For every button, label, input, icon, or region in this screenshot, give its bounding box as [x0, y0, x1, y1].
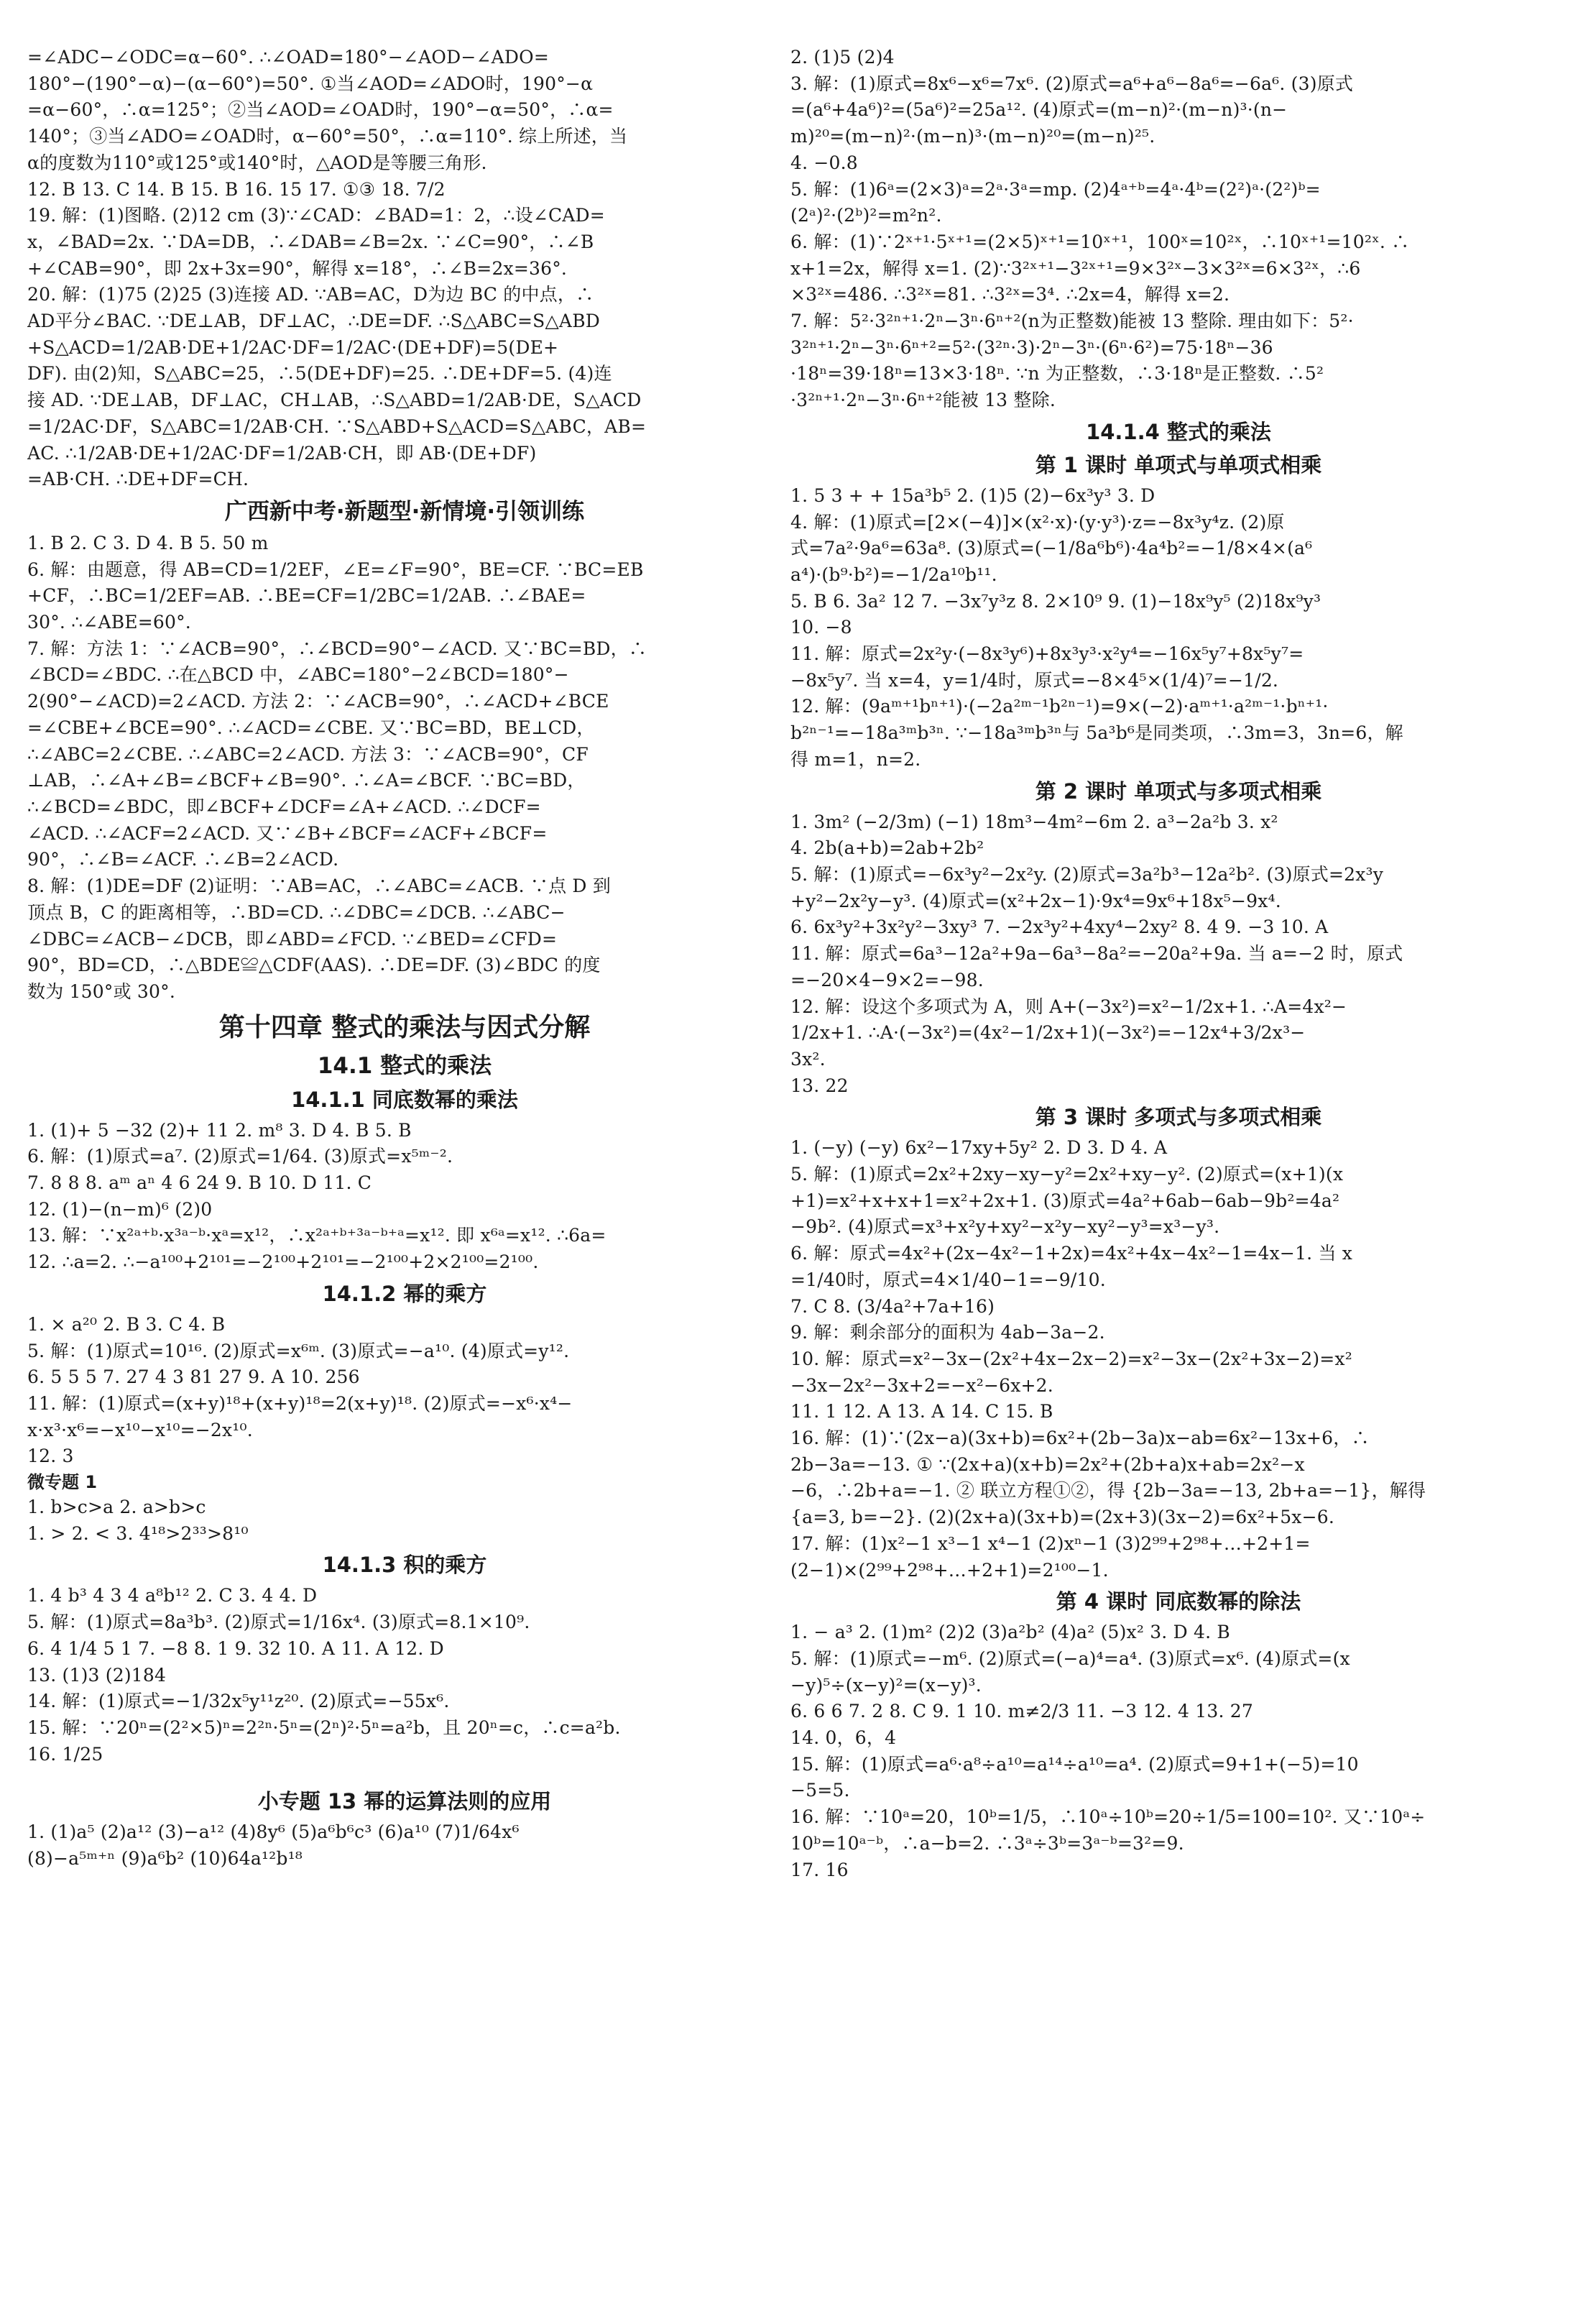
answer-line: 11. 解：(1)原式=(x+y)¹⁸+(x+y)¹⁸=2(x+y)¹⁸. (2)原式=−x⁶·x⁴−	[27, 1392, 573, 1414]
answer-line: 12. B 13. C 14. B 15. B 16. 15 17. ①③ 18. 7/2	[27, 178, 446, 200]
answer-line: ∴∠ABC=2∠CBE. ∴∠ABC=2∠ACD. 方法 3：∵∠ACB=90°，CF	[27, 743, 589, 765]
answer-line: 2b−3a=−13. ① ∵(2x+a)(x+b)=2x²+(2b+a)x+ab=2x²−x	[790, 1453, 1305, 1475]
answer-line: 14. 0，6，4	[790, 1727, 897, 1749]
answer-line: (2−1)×(2⁹⁹+2⁹⁸+…+2+1)=2¹⁰⁰−1.	[790, 1559, 1109, 1581]
subsection-title: 14.1.2 幂的乘方	[322, 1281, 487, 1306]
answer-line: 6. 4 1/4 5 1 7. −8 8. 1 9. 32 10. A 11. A 12. D	[27, 1637, 444, 1659]
answer-line: 20. 解：(1)75 (2)25 (3)连接 AD. ∵AB=AC，D为边 BC 的中点，∴	[27, 284, 594, 305]
answer-line: 90°，∴∠B=∠ACF. ∴∠B=2∠ACD.	[27, 849, 339, 870]
answer-block	[790, 1135, 1567, 1584]
answer-line: 90°，BD=CD，∴△BDE≌△CDF(AAS). ∴DE=DF. (3)∠BDC 的度	[27, 955, 601, 976]
answer-line: +S△ACD=1/2AB·DE+1/2AC·DF=1/2AC·(DE+DF)=5(DE+	[27, 336, 559, 358]
answer-line: 14. 解：(1)原式=−1/32x⁵y¹¹z²⁰. (2)原式=−55x⁶.	[27, 1691, 450, 1712]
answer-line: +∠CAB=90°，即 2x+3x=90°，解得 x=18°，∴∠B=2x=36°.	[27, 257, 568, 279]
answer-block	[27, 1494, 782, 1547]
answer-line: −9b². (4)原式=x³+x²y+xy²−x²y−xy²−y³=x³−y³.	[790, 1216, 1220, 1238]
lesson-title: 第 1 课时 单项式与单项式相乘	[1035, 452, 1322, 477]
right-column	[790, 45, 1567, 1883]
answer-line: 式=7a²·9a⁶=63a⁸. (3)原式=(−1/8a⁶b⁶)·4a⁴b²=−1/8×4×(a⁶	[790, 538, 1313, 559]
answer-line: 1. (−y) (−y) 6x²−17xy+5y² 2. D 3. D 4. A	[790, 1137, 1168, 1159]
answer-line: m)²⁰=(m−n)²·(m−n)³·(m−n)²⁰=(m−n)²⁵.	[790, 126, 1156, 147]
answer-line: 7. C 8. (3/4a²+7a+16)	[790, 1295, 995, 1317]
answer-line: +CF，∴BC=1/2EF=AB. ∴BE=CF=1/2BC=1/2AB. ∴∠BAE=	[27, 585, 586, 607]
answer-line: 6. 6 6 7. 2 8. C 9. 1 10. m≠2/3 11. −3 12. 4 13. 27	[790, 1701, 1254, 1722]
subsection-title: 14.1.3 积的乘方	[322, 1553, 487, 1578]
answer-line: 15. 解：∵20ⁿ=(2²×5)ⁿ=2²ⁿ·5ⁿ=(2ⁿ)²·5ⁿ=a²b，且 20ⁿ=c，∴c=a²b.	[27, 1716, 621, 1738]
answer-line: 180°−(190°−α)−(α−60°)=50°. ①当∠AOD=∠ADO时，190°−α	[27, 73, 594, 94]
answer-line: 6. 6x³y²+3x²y²−3xy³ 7. −2x³y²+4xy⁴−2xy² 8. 4 9. −3 10. A	[790, 916, 1329, 938]
answer-line: −6，∴2b+a=−1. ② 联立方程①②，得 {2b−3a=−13, 2b+a=−1}，解得	[790, 1480, 1426, 1502]
answer-line: (8)−a⁵ᵐ⁺ⁿ (9)a⁶b² (10)64a¹²b¹⁸	[27, 1848, 303, 1870]
answer-line: −3x−2x²−3x+2=−x²−6x+2.	[790, 1374, 1053, 1396]
lesson-title: 第 4 课时 同底数幂的除法	[1056, 1589, 1301, 1614]
answer-line: AD平分∠BAC. ∵DE⊥AB，DF⊥AC，∴DE=DF. ∴S△ABC=S△ABD	[27, 311, 601, 332]
answer-line: 17. 解：(1)x²−1 x³−1 x⁴−1 (2)xⁿ−1 (3)2⁹⁹+2⁹⁸+…+2+1=	[790, 1532, 1311, 1554]
small-topic-title: 小专题 13 幂的运算法则的应用	[257, 1789, 552, 1814]
answer-line: 1. × a²⁰ 2. B 3. C 4. B	[27, 1313, 226, 1335]
answer-line: 5. 解：(1)原式=−m⁶. (2)原式=(−a)⁴=a⁴. (3)原式=x⁶. (4)原式=(x	[790, 1647, 1350, 1669]
left-column	[27, 45, 782, 1872]
answer-line: 16. 1/25	[27, 1743, 103, 1765]
answer-line: 12. 解：设这个多项式为 A，则 A+(−3x²)=x²−1/2x+1. ∴A=4x²−	[790, 996, 1347, 1017]
answer-block	[27, 1118, 782, 1276]
answer-line: ∠BCD=∠BDC. ∴在△BCD 中，∠ABC=180°−2∠BCD=180°−	[27, 664, 569, 686]
lesson-title: 第 2 课时 单项式与多项式相乘	[1035, 778, 1322, 804]
answer-line: 1. − a³ 2. (1)m² (2)2 (3)a²b² (4)a² (5)x² 3. D 4. B	[790, 1622, 1230, 1643]
answer-line: {a=3, b=−2}. (2)(2x+a)(3x+b)=(2x+3)(3x−2)=6x²+5x−6.	[790, 1507, 1335, 1528]
answer-line: 11. 解：原式=2x²y·(−8x³y⁶)+8x³y³·x²y⁴=−16x⁵y⁷+8x⁵y⁷=	[790, 643, 1304, 665]
chapter-title: 第十四章 整式的乘法与因式分解	[218, 1012, 591, 1042]
answer-line: 140°；③当∠ADO=∠OAD时，α−60°=50°，∴α=110°. 综上所述，当	[27, 126, 628, 147]
answer-line: 8. 解：(1)DE=DF (2)证明：∵AB=AC，∴∠ABC=∠ACB. ∵点 D 到	[27, 875, 612, 897]
answer-line: 11. 1 12. A 13. A 14. C 15. B	[790, 1401, 1053, 1423]
answer-line: 接 AD. ∵DE⊥AB，DF⊥AC，CH⊥AB，∴S△ABD=1/2AB·DE，S△ACD	[27, 390, 642, 411]
answer-line: 15. 解：(1)原式=a⁶·a⁸÷a¹⁰=a¹⁴÷a¹⁰=a⁴. (2)原式=9+1+(−5)=10	[790, 1753, 1359, 1775]
answer-line: −5=5.	[790, 1780, 850, 1801]
answer-line: 1/2x+1. ∴A·(−3x²)=(4x²−1/2x+1)(−3x²)=−12x⁴+3/2x³−	[790, 1022, 1306, 1044]
answer-line: 1. 5 3 + + 15a³b⁵ 2. (1)5 (2)−6x³y³ 3. D	[790, 484, 1156, 506]
answer-line: 数为 150°或 30°.	[27, 980, 175, 1002]
answer-line: 12. ∴a=2. ∴−a¹⁰⁰+2¹⁰¹=−2¹⁰⁰+2¹⁰¹=−2¹⁰⁰+2×2¹⁰⁰=2¹⁰⁰.	[27, 1251, 539, 1273]
answer-line: 12. (1)−(n−m)⁶ (2)0	[27, 1198, 213, 1220]
answer-line: 2. (1)5 (2)4	[790, 47, 895, 68]
answer-line: =∠CBE+∠BCE=90°. ∴∠ACD=∠CBE. 又∵BC=BD，BE⊥CD，	[27, 717, 595, 738]
answer-line: =1/40时，原式=4×1/40−1=−9/10.	[790, 1269, 1106, 1290]
answer-line: b²ⁿ⁻¹=−18a³ᵐb³ⁿ. ∵−18a³ᵐb³ⁿ与 5a³b⁶是同类项，∴3m=3，3n=6，解	[790, 722, 1403, 744]
answer-line: 17. 16	[790, 1859, 849, 1880]
section-heading: 广西新中考·新题型·新情境·引领训练	[224, 498, 585, 525]
answer-line: 6. 5 5 5 7. 27 4 3 81 27 9. A 10. 256	[27, 1366, 360, 1388]
answer-line: 7. 8 8 8. aᵐ aⁿ 4 6 24 9. B 10. D 11. C	[27, 1172, 372, 1194]
answer-line: x+1=2x，解得 x=1. (2)∵3²ˣ⁺¹−3²ˣ⁺¹=9×3²ˣ−3×3²ˣ=6×3²ˣ，∴6	[790, 257, 1361, 279]
answer-block	[27, 45, 782, 493]
answer-line: ·3²ⁿ⁺¹·2ⁿ−3ⁿ·6ⁿ⁺²能被 13 整除.	[790, 390, 1056, 411]
answer-line: 4. 解：(1)原式=[2×(−4)]×(x²·x)·(y·y³)·z=−8x³y⁴z. (2)原	[790, 511, 1285, 533]
answer-line: 5. 解：(1)原式=2x²+2xy−xy−y²=2x²+xy−y². (2)原式=(x+1)(x	[790, 1164, 1344, 1185]
answer-line: 6. 解：(1)原式=a⁷. (2)原式=1/64. (3)原式=x⁵ᵐ⁻².	[27, 1146, 453, 1167]
answer-line: 5. 解：(1)6ᵃ=(2×3)ᵃ=2ᵃ·3ᵃ=mp. (2)4ᵃ⁺ᵇ=4ᵃ·4ᵇ=(2²)ᵃ·(2²)ᵇ=	[790, 178, 1321, 200]
answer-line: =(a⁶+4a⁶)²=(5a⁶)²=25a¹². (4)原式=(m−n)²·(m−n)³·(n−	[790, 99, 1288, 121]
answer-line: 13. (1)3 (2)184	[27, 1664, 167, 1686]
answer-line: 1. 4 b³ 4 3 4 a⁸b¹² 2. C 3. 4 4. D	[27, 1585, 318, 1607]
answer-line: 7. 解：5²·3²ⁿ⁺¹·2ⁿ−3ⁿ·6ⁿ⁺²(n为正整数)能被 13 整除. 理由如下：5²·	[790, 311, 1354, 332]
answer-line: =−20×4−9×2=−98.	[790, 969, 984, 991]
answer-line: =α−60°，∴α=125°；②当∠AOD=∠OAD时，190°−α=50°，∴α=	[27, 99, 614, 121]
answer-line: x，∠BAD=2x. ∵DA=DB，∴∠DAB=∠B=2x. ∵∠C=90°，∴∠B	[27, 231, 594, 252]
answer-line: 4. −0.8	[790, 152, 858, 173]
answer-line: ×3²ˣ=486. ∴3²ˣ=81. ∴3²ˣ=3⁴. ∴2x=4，解得 x=2.	[790, 284, 1230, 305]
answer-line: 5. B 6. 3a² 12 7. −3x⁷y³z 8. 2×10⁹ 9. (1)−18x⁹y⁵ (2)18x⁹y³	[790, 590, 1321, 612]
answer-block	[790, 45, 1567, 414]
answer-line: 5. 解：(1)原式=10¹⁶. (2)原式=x⁶ᵐ. (3)原式=−a¹⁰. (4)原式=y¹².	[27, 1340, 570, 1361]
answer-line: 1. b>c>a 2. a>b>c	[27, 1497, 206, 1518]
answer-line: +1)=x²+x+x+1=x²+2x+1. (3)原式=4a²+6ab−6ab−9b²=4a²	[790, 1190, 1340, 1211]
answer-line: 3x².	[790, 1048, 826, 1070]
answer-line: 5. 解：(1)原式=8a³b³. (2)原式=1/16x⁴. (3)原式=8.1×10⁹.	[27, 1612, 530, 1633]
answer-line: 6. 解：(1)∵2ˣ⁺¹·5ˣ⁺¹=(2×5)ˣ⁺¹=10ˣ⁺¹，100ˣ=10²ˣ，∴10ˣ⁺¹=10²ˣ. ∴	[790, 231, 1410, 252]
answer-line: a⁴)·(b⁹·b²)=−1/2a¹⁰b¹¹.	[790, 564, 997, 585]
subsection-title: 14.1.4 整式的乘法	[1086, 419, 1271, 444]
answer-line: 13. 22	[790, 1075, 849, 1096]
answer-block	[790, 483, 1567, 773]
answer-line: 13. 解：∵x²ᵃ⁺ᵇ·x³ᵃ⁻ᵇ·xᵃ=x¹²，∴x²ᵃ⁺ᵇ⁺³ᵃ⁻ᵇ⁺ᵃ=x¹². 即 x⁶ᵃ=x¹². ∴6a=	[27, 1225, 606, 1246]
lesson-title: 第 3 课时 多项式与多项式相乘	[1035, 1105, 1322, 1130]
answer-block	[27, 1312, 782, 1470]
answer-line: x·x³·x⁶=−x¹⁰−x¹⁰=−2x¹⁰.	[27, 1419, 253, 1440]
answer-line: 4. 2b(a+b)=2ab+2b²	[790, 837, 984, 859]
answer-block	[27, 1819, 782, 1872]
answer-block	[790, 1619, 1567, 1883]
answer-line: 9. 解：剩余部分的面积为 4ab−3a−2.	[790, 1322, 1105, 1343]
answer-line: +y²−2x²y−y³. (4)原式=(x²+2x−1)·9x⁴=9x⁶+18x⁵−9x⁴.	[790, 890, 1281, 911]
answer-line: −y)⁵÷(x−y)²=(x−y)³.	[790, 1674, 982, 1696]
answer-line: 12. 3	[27, 1446, 74, 1467]
answer-line: 5. 解：(1)原式=−6x³y²−2x²y. (2)原式=3a²b³−12a²b². (3)原式=2x³y	[790, 863, 1384, 885]
answer-line: 10. −8	[790, 617, 852, 638]
answer-line: 3. 解：(1)原式=8x⁶−x⁶=7x⁶. (2)原式=a⁶+a⁶−8a⁶=−6a⁶. (3)原式	[790, 73, 1354, 94]
answer-line: 顶点 B，C 的距离相等，∴BD=CD. ∴∠DBC=∠DCB. ∴∠ABC−	[27, 901, 566, 923]
answer-block	[790, 809, 1567, 1100]
answer-line: 1. (1)+ 5 −32 (2)+ 11 2. m⁸ 3. D 4. B 5. B	[27, 1119, 412, 1141]
answer-line: 1. > 2. < 3. 4¹⁸>2³³>8¹⁰	[27, 1522, 249, 1544]
answer-line: =∠ADC−∠ODC=α−60°. ∴∠OAD=180°−∠AOD−∠ADO=	[27, 47, 550, 68]
answer-block	[27, 1583, 782, 1768]
answer-line: ∠DBC=∠ACB−∠DCB，即∠ABD=∠FCD. ∵∠BED=∠CFD=	[27, 928, 558, 950]
answer-line: 16. 解：(1)∵(2x−a)(3x+b)=6x²+(2b−3a)x−ab=6x²−13x+6，∴	[790, 1428, 1370, 1449]
answer-line: ∠ACD. ∴∠ACF=2∠ACD. 又∵∠B+∠BCF=∠ACF+∠BCF=	[27, 822, 548, 844]
answer-line: 1. 3m² (−2/3m) (−1) 18m³−4m²−6m 2. a³−2a²b 3. x²	[790, 811, 1278, 832]
answer-line: =AB·CH. ∴DE+DF=CH.	[27, 469, 249, 490]
answer-line: =1/2AC·DF，S△ABC=1/2AB·CH. ∵S△ABD+S△ACD=S△ABC，AB=	[27, 415, 647, 437]
micro-topic-title: 微专题 1	[27, 1472, 98, 1493]
answer-block	[27, 530, 782, 1006]
section-title: 14.1 整式的乘法	[317, 1052, 492, 1079]
answer-line: 10ᵇ=10ᵃ⁻ᵇ，∴a−b=2. ∴3ᵃ÷3ᵇ=3ᵃ⁻ᵇ=3²=9.	[790, 1832, 1184, 1854]
answer-line: 10. 解：原式=x²−3x−(2x²+4x−2x−2)=x²−3x−(2x²+3x−2)=x²	[790, 1348, 1352, 1369]
answer-line: 3²ⁿ⁺¹·2ⁿ−3ⁿ·6ⁿ⁺²=5²·(3²ⁿ·3)·2ⁿ−3ⁿ·(6ⁿ·6²)=75·18ⁿ−36	[790, 336, 1273, 358]
answer-line: 19. 解：(1)图略. (2)12 cm (3)∵∠CAD：∠BAD=1：2，∴设∠CAD=	[27, 205, 605, 226]
answer-line: DF). 由(2)知，S△ABC=25，∴5(DE+DF)=25. ∴DE+DF=5. (4)连	[27, 363, 612, 385]
answer-line: ·18ⁿ=39·18ⁿ=13×3·18ⁿ. ∵n 为正整数，∴3·18ⁿ是正整数. ∴5²	[790, 363, 1324, 385]
answer-line: AC. ∴1/2AB·DE+1/2AC·DF=1/2AB·CH，即 AB·(DE+DF)	[27, 442, 537, 464]
answer-line: (2ᵃ)²·(2ᵇ)²=m²n².	[790, 205, 942, 226]
answer-line: 1. (1)a⁵ (2)a¹² (3)−a¹² (4)8y⁶ (5)a⁶b⁶c³ (6)a¹⁰ (7)1/64x⁶	[27, 1821, 520, 1843]
answer-line: −8x⁵y⁷. 当 x=4，y=1/4时，原式=−8×4⁵×(1/4)⁷=−1/2.	[790, 669, 1279, 691]
answer-line: ∴∠BCD=∠BDC，即∠BCF+∠DCF=∠A+∠ACD. ∴∠DCF=	[27, 796, 541, 817]
answer-line: 得 m=1，n=2.	[790, 748, 921, 770]
answer-line: 12. 解：(9aᵐ⁺¹bⁿ⁺¹)·(−2a²ᵐ⁻¹b²ⁿ⁻¹)=9×(−2)·aᵐ⁺¹·a²ᵐ⁻¹·bⁿ⁺¹·	[790, 696, 1329, 717]
answer-line: ⊥AB，∴∠A+∠B=∠BCF+∠B=90°. ∴∠A=∠BCF. ∵BC=BD，	[27, 770, 586, 791]
answer-line: 11. 解：原式=6a³−12a²+9a−6a³−8a²=−20a²+9a. 当 a=−2 时，原式	[790, 943, 1403, 965]
answer-line: 30°. ∴∠ABE=60°.	[27, 612, 191, 633]
subsection-title: 14.1.1 同底数幂的乘法	[291, 1087, 518, 1112]
answer-line: 7. 解：方法 1：∵∠ACB=90°，∴∠BCD=90°−∠ACD. 又∵BC=BD，∴	[27, 638, 647, 659]
answer-line: 6. 解：原式=4x²+(2x−4x²−1+2x)=4x²+4x−4x²−1=4x−1. 当 x	[790, 1243, 1353, 1264]
answer-line: 1. B 2. C 3. D 4. B 5. 50 m	[27, 532, 269, 553]
answer-line: 16. 解：∵10ᵃ=20，10ᵇ=1/5，∴10ᵃ÷10ᵇ=20÷1/5=100=10². 又∵10ᵃ÷	[790, 1806, 1426, 1828]
answer-line: 6. 解：由题意，得 AB=CD=1/2EF，∠E=∠F=90°，BE=CF. ∵BC=EB	[27, 559, 644, 580]
answer-line: α的度数为110°或125°或140°时，△AOD是等腰三角形.	[27, 152, 487, 173]
answer-line: 2(90°−∠ACD)=2∠ACD. 方法 2：∵∠ACB=90°，∴∠ACD+∠BCE	[27, 691, 609, 712]
